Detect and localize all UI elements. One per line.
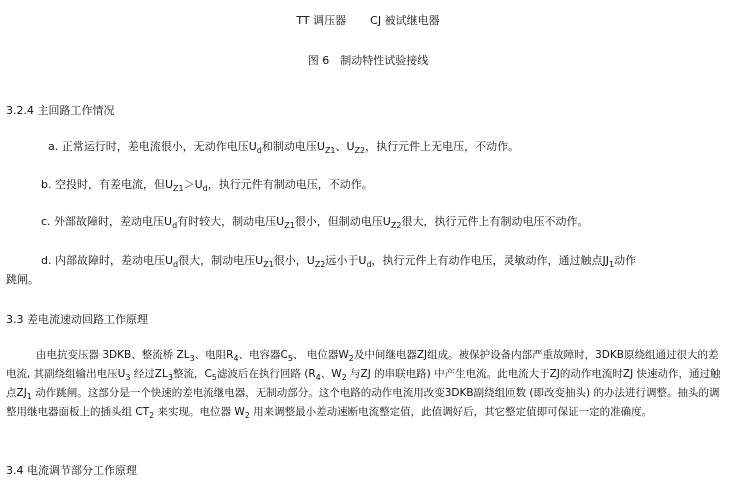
figure-caption: 图 6 制动特性试验接线 [307, 54, 429, 67]
section-heading-3-2-4: 3.2.4 主回路工作情况 [6, 104, 115, 117]
legend-cj: CJ 被试继电器 [370, 14, 440, 27]
item-c: c. 外部故障时，差动电压$U_d$有时较大，制动电压$U_{Z1}$很小，但制动电压$U_{Z2}$很大，执行元件上有制动电压不动作。 [41, 215, 589, 230]
item-b: b. 空投时，有差电流，但$U_{Z1}>U_d$，执行元件有制动电压，不动作。 [41, 178, 373, 193]
item-d: d. 内部故障时，差动电压$U_d$很大，制动电压$U_{Z1}$很小，$U_{Z2}$远小于$U_d$，执行元件上有动作电压，灵敏动作，通过触点$JJ_1$动作 [41, 254, 637, 269]
section-3-3-paragraph: 由电抗变压器 3DKB、整流桥 $ZL_3$、电阻$R_4$、电容器$C_5$、 电位器$W_2$及中间继电器ZJ组成。被保护设备内部严重故障时，3DKB原绕组通过很大的差电流, 其副绕组输出电压$U_3$ 经过$ZL_3$整流，$C_5$滤波后在执行回路 ($R_4$、$W_2$ 与ZJ 的串联电路) 中产生电流。此电流大于ZJ的动作电流时ZJ 快速动作，通过触点$ZJ_1$ 动作跳闸。这部分是一个快速的差电流继电器，无制动部分。这个电路的动作电流用改变3DKB副绕组匝数 (即改变抽头) 的办法进行调整。抽头的调整用继电器面板上的插头组 $CT_2$ 来实现。电位器 $W_2$ 用来调整最小差动速断电流整定值，此值调好后，其它整定值即可保证一定的准确度。 [6, 349, 721, 420]
legend-tt: TT 调压器 [296, 14, 347, 27]
figure-legend [0, 14, 736, 28]
section-heading-3-3: 3.3 差电流速动回路工作原理 [6, 313, 148, 326]
item-d-continuation: 跳闸。 [6, 273, 39, 286]
item-a: a. 正常运行时，差电流很小，无动作电压$U_d$和制动电压$U_{Z1}$、$U_{Z2}$，执行元件上无电压，不动作。 [48, 140, 520, 155]
section-heading-3-4: 3.4 电流调节部分工作原理 [6, 464, 137, 477]
